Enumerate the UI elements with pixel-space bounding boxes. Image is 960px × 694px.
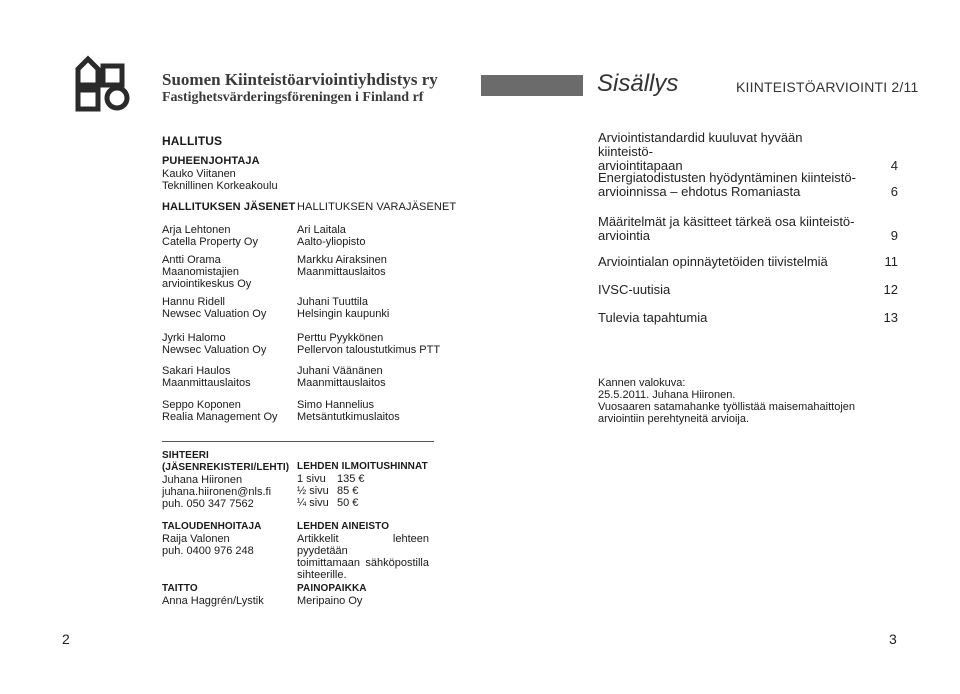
deputy-name: Juhani Väänänen xyxy=(297,365,383,377)
member-name: Sakari Haulos xyxy=(162,365,231,377)
ad-size: ¼ sivu xyxy=(297,497,329,509)
secretary-email: juhana.hiironen@nls.fi xyxy=(162,486,272,498)
toc-text: arviointia xyxy=(598,228,651,243)
deputy-org: Maanmittauslaitos xyxy=(297,377,386,389)
ad-price: 135 € xyxy=(337,473,365,485)
deputy-entry xyxy=(297,254,387,278)
treasurer-heading: TALOUDENHOITAJA xyxy=(162,521,262,532)
right-page-number: 3 xyxy=(889,631,897,647)
secretary-name: Juhana Hiironen xyxy=(162,474,243,486)
material-line: sihteerille. xyxy=(297,569,347,581)
member-name: Seppo Koponen xyxy=(162,399,241,411)
toc-text: Määritelmät ja käsitteet tärkeä osa kiinteistö- xyxy=(598,214,855,229)
org-name-fi: Suomen Kiinteistöarviointiyhdistys ry xyxy=(162,70,438,89)
toc-text: IVSC-uutisia xyxy=(598,282,671,297)
member-org: Maanomistajien xyxy=(162,266,240,278)
member-entry xyxy=(162,254,251,290)
member-name: Hannu Ridell xyxy=(162,296,225,308)
member-entry xyxy=(162,365,251,389)
treasurer-name: Raija Valonen xyxy=(162,533,230,545)
print-block xyxy=(297,583,367,607)
material-heading: LEHDEN AINEISTO xyxy=(297,521,390,532)
ad-price: 85 € xyxy=(337,485,359,497)
member-entry xyxy=(162,296,266,320)
toc-text: Energiatodistusten hyödyntäminen kiinteistö- xyxy=(598,170,856,185)
member-entry xyxy=(162,224,258,248)
deputy-entry xyxy=(297,296,389,320)
deputy-name: Juhani Tuuttila xyxy=(297,296,368,308)
secretary-heading: SIHTEERI xyxy=(162,450,209,461)
toc-text: arviointitapaan xyxy=(598,158,683,173)
toc-text: arvioinnissa – ehdotus Romaniasta xyxy=(598,184,801,199)
ads-heading: LEHDEN ILMOITUSHINNAT xyxy=(297,461,428,472)
print-name: Meripaino Oy xyxy=(297,595,363,607)
ad-row xyxy=(297,497,428,509)
member-org: arviointikeskus Oy xyxy=(162,278,252,290)
deputy-org: Pellervon taloustutkimus PTT xyxy=(297,344,441,356)
ad-row xyxy=(297,473,428,485)
treasurer-block xyxy=(162,521,261,557)
material-line: Artikkelit lehteen pyydetään xyxy=(297,533,429,557)
toc-page-number: 4 xyxy=(890,158,898,173)
print-heading: PAINOPAIKKA xyxy=(297,583,367,594)
deputies-heading: HALLITUKSEN VARAJÄSENET xyxy=(297,201,457,213)
secretary-phone: puh. 050 347 7562 xyxy=(162,498,254,510)
toc-page-number: 6 xyxy=(890,184,898,199)
members-heading: HALLITUKSEN JÄSENET xyxy=(162,201,296,213)
toc-item[interactable] xyxy=(598,311,898,325)
board-title: HALLITUS xyxy=(162,134,223,148)
chair-org: Teknillinen Korkeakoulu xyxy=(162,180,278,192)
magazine-issue: KIINTEISTÖARVIOINTI 2/11 xyxy=(736,79,919,95)
deputy-name: Perttu Pyykkönen xyxy=(297,332,384,344)
deputy-entry xyxy=(297,332,440,356)
toc-text: Arviointistandardid kuuluvat hyvään kiinteistö- xyxy=(598,130,803,159)
ad-price: 50 € xyxy=(337,497,359,509)
member-org: Maanmittauslaitos xyxy=(162,377,251,389)
chair-block xyxy=(162,168,278,192)
deputy-org: Maanmittauslaitos xyxy=(297,266,386,278)
header-bar xyxy=(481,75,583,96)
member-entry xyxy=(162,332,266,356)
ad-size: ½ sivu xyxy=(297,485,329,497)
member-name: Jyrki Halomo xyxy=(162,332,226,344)
deputy-org: Helsingin kaupunki xyxy=(297,308,390,320)
cover-line: 25.5.2011. Juhana Hiironen. xyxy=(598,389,736,401)
material-block xyxy=(297,521,429,581)
chair-heading: PUHEENJOHTAJA xyxy=(162,155,260,167)
secretary-subheading: (JÄSENREKISTERI/LEHTI) xyxy=(162,462,290,473)
left-page-number: 2 xyxy=(62,631,70,647)
toc-text: Tulevia tapahtumia xyxy=(598,310,708,325)
deputy-entry xyxy=(297,365,386,389)
layout-block xyxy=(162,583,264,607)
ad-row xyxy=(297,485,428,497)
toc-item[interactable] xyxy=(598,215,898,243)
toc-page-number: 11 xyxy=(884,254,898,269)
toc-item[interactable] xyxy=(598,255,898,269)
member-entry xyxy=(162,399,278,423)
member-org: Newsec Valuation Oy xyxy=(162,344,267,356)
chair-name: Kauko Viitanen xyxy=(162,168,236,180)
deputy-name: Simo Hannelius xyxy=(297,399,375,411)
toc-text: Arviointialan opinnäytetöiden tiivistelmiä xyxy=(598,254,828,269)
deputy-org: Aalto-yliopisto xyxy=(297,236,366,248)
layout-name: Anna Haggrén/Lystik xyxy=(162,595,264,607)
deputy-entry xyxy=(297,399,400,423)
toc-page-number: 12 xyxy=(883,282,898,297)
cover-caption xyxy=(598,377,855,425)
cover-line: arviointiin perehtyneitä arvioija. xyxy=(598,413,750,425)
member-name: Arja Lehtonen xyxy=(162,224,231,236)
ad-size: 1 sivu xyxy=(297,473,326,485)
deputy-name: Markku Airaksinen xyxy=(297,254,387,266)
section-title: Sisällys xyxy=(597,70,679,97)
cover-line: Vuosaaren satamahanke työllistää maisemahaittojen xyxy=(598,401,856,413)
cover-heading: Kannen valokuva: xyxy=(598,377,686,389)
org-logo xyxy=(74,55,132,113)
member-org: Newsec Valuation Oy xyxy=(162,308,267,320)
secretary-block xyxy=(162,450,289,510)
toc-item[interactable] xyxy=(598,171,898,199)
toc-page-number: 13 xyxy=(883,310,898,325)
divider xyxy=(162,441,434,442)
org-name-sv: Fastighetsvärderingsföreningen i Finland rf xyxy=(162,90,424,105)
member-org: Realia Management Oy xyxy=(162,411,278,423)
toc-item[interactable] xyxy=(598,283,898,297)
deputy-entry xyxy=(297,224,365,248)
member-name: Antti Orama xyxy=(162,254,221,266)
ads-block xyxy=(297,461,428,509)
deputy-org: Metsäntutkimuslaitos xyxy=(297,411,400,423)
deputy-name: Ari Laitala xyxy=(297,224,346,236)
toc-page-number: 9 xyxy=(890,228,898,243)
material-line: toimittamaan sähköpostilla xyxy=(297,557,429,569)
member-org: Catella Property Oy xyxy=(162,236,258,248)
layout-heading: TAITTO xyxy=(162,583,198,594)
treasurer-phone: puh. 0400 976 248 xyxy=(162,545,254,557)
toc-item[interactable] xyxy=(598,131,898,173)
